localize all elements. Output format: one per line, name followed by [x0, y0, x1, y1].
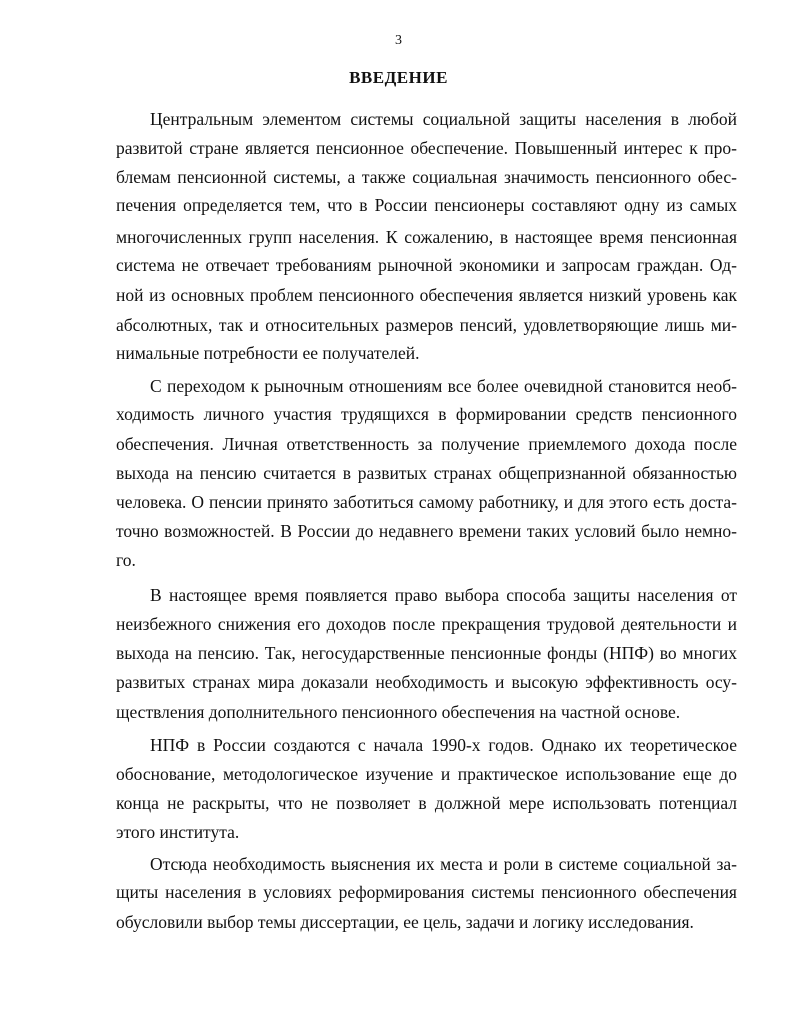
text-line: обеспечения. Личная ответственность за получение приемлемого дохода после [116, 434, 737, 454]
text-line: В настоящее время появляется право выбора способа защиты населения от [150, 585, 737, 605]
text-line: человека. О пенсии принято заботиться самому работнику, и для этого есть доста- [116, 492, 737, 512]
text-line: развитой стране является пенсионное обеспечение. Повышенный интерес к про- [116, 138, 737, 158]
text-line: система не отвечает требованиям рыночной экономики и запросам граждан. Од- [116, 255, 737, 275]
text-line: выхода на пенсию. Так, негосударственные пенсионные фонды (НПФ) во многих [116, 643, 737, 663]
text-line: Центральным элементом системы социальной защиты населения в любой [150, 109, 737, 129]
text-line: этого института. [116, 822, 240, 842]
text-line: ществления дополнительного пенсионного обеспечения на частной основе. [116, 702, 681, 722]
text-line: ходимость личного участия трудящихся в формировании средств пенсионного [116, 404, 737, 424]
text-line: конца не раскрыты, что не позволяет в должной мере использовать потенциал [116, 793, 737, 813]
page-number: 3 [395, 33, 402, 48]
text-line: многочисленных групп населения. К сожалению, в настоящее время пенсионная [116, 227, 737, 247]
text-line: обоснование, методологическое изучение и практическое использование еще до [116, 764, 737, 784]
text-line: С переходом к рыночным отношениям все более очевидной становится необ- [150, 376, 737, 396]
text-line: НПФ в России создаются с начала 1990-х годов. Однако их теоретическое [150, 735, 737, 755]
text-line: нимальные потребности ее получателей. [116, 343, 420, 363]
text-line: печения определяется тем, что в России пенсионеры составляют одну из самых [116, 195, 737, 215]
text-line: неизбежного снижения его доходов после прекращения трудовой деятельности и [116, 614, 737, 634]
text-line: развитых странах мира доказали необходимость и высокую эффективность осу- [116, 672, 737, 692]
text-line: ной из основных проблем пенсионного обеспечения является низкий уровень как [116, 285, 737, 305]
text-line: выхода на пенсию считается в развитых странах общепризнанной обязанностью [116, 463, 737, 483]
text-line: го. [116, 550, 136, 570]
text-line: блемам пенсионной системы, а также социальная значимость пенсионного обес- [116, 167, 737, 187]
page-heading: ВВЕДЕНИЕ [349, 68, 448, 87]
text-line: Отсюда необходимость выяснения их места и роли в системе социальной за- [150, 854, 737, 874]
text-line: щиты населения в условиях реформирования системы пенсионного обеспечения [116, 882, 737, 902]
text-line: обусловили выбор темы диссертации, ее цель, задачи и логику исследования. [116, 912, 694, 932]
text-line: точно возможностей. В России до недавнего времени таких условий было немно- [116, 521, 737, 541]
text-line: абсолютных, так и относительных размеров пенсий, удовлетворяющие лишь ми- [116, 315, 737, 335]
